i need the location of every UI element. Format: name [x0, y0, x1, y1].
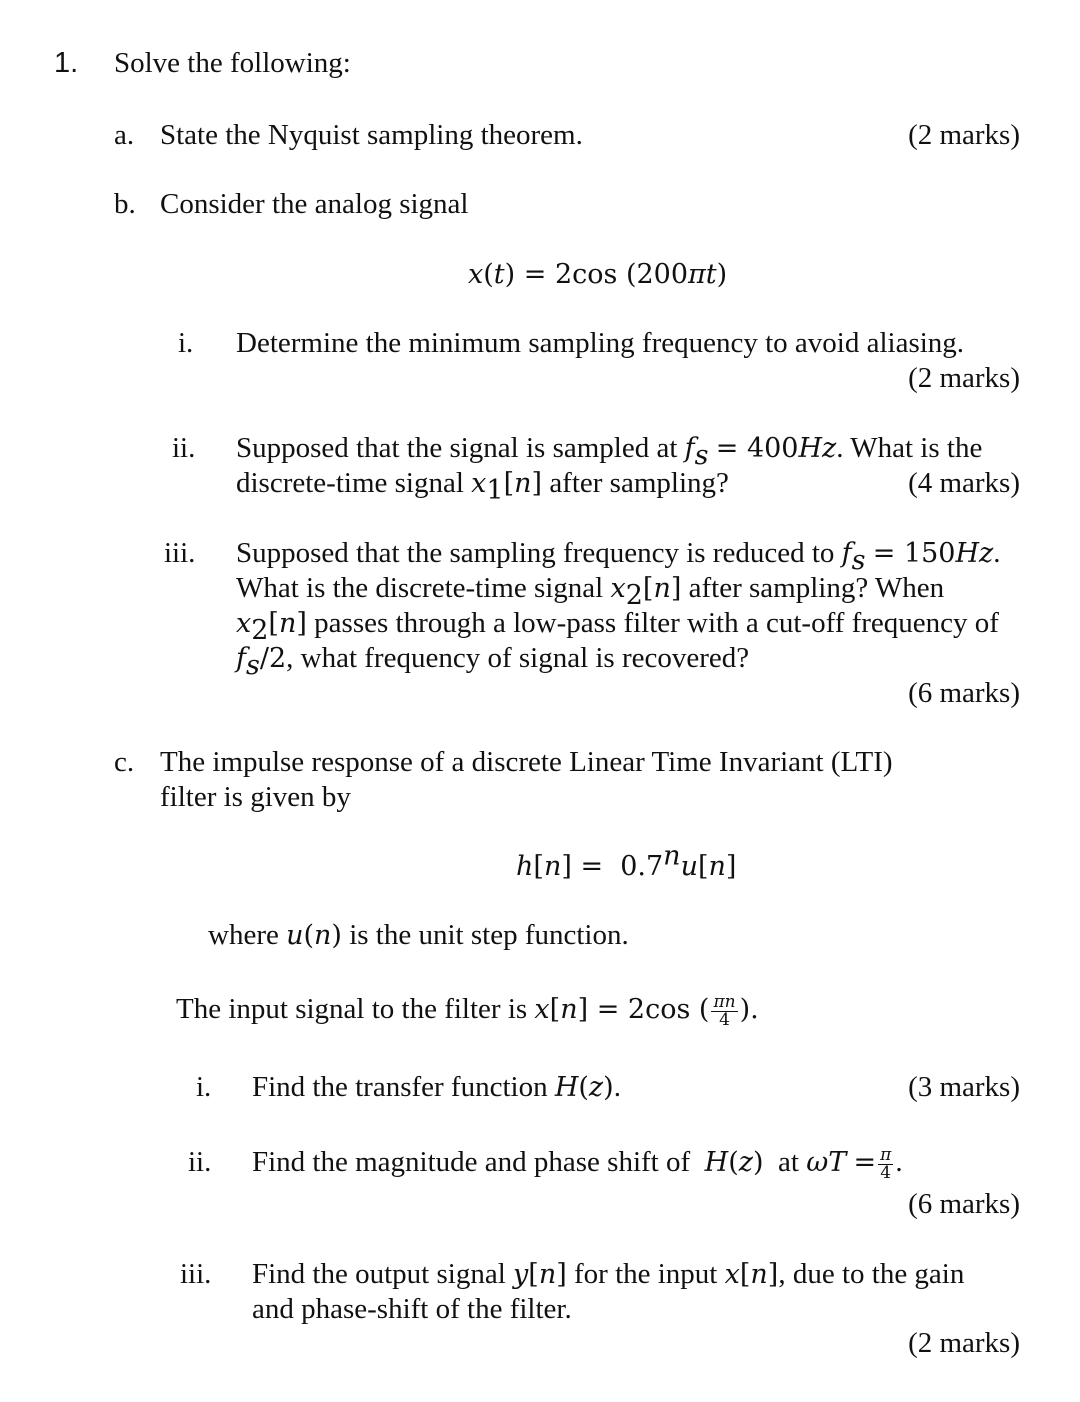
- part-c-i-text: Find the transfer function H(z).: [252, 1071, 621, 1103]
- part-c-label: c.: [114, 746, 135, 778]
- part-b-iii-line4: $f_s/2$, what frequency of signal is recovered?: [236, 642, 750, 681]
- part-a-label: a.: [114, 119, 135, 151]
- part-a-marks: (2 marks): [908, 119, 1020, 151]
- part-b-i-text: Determine the minimum sampling frequency to avoid aliasing.: [236, 327, 965, 359]
- part-b-i-marks: (2 marks): [908, 362, 1020, 394]
- part-c-iii-line2: and phase-shift of the filter.: [252, 1293, 572, 1325]
- part-a-text: State the Nyquist sampling theorem.: [160, 119, 583, 151]
- part-b-label: b.: [114, 188, 136, 220]
- part-c-iii-line1: Find the output signal y[n] for the input x[n], due to the gain: [252, 1258, 965, 1290]
- part-b-iii-marks: (6 marks): [908, 677, 1020, 709]
- question-title: Solve the following:: [114, 47, 351, 79]
- part-c-ii-label: ii.: [188, 1146, 212, 1178]
- question-number: 1.: [54, 47, 79, 79]
- part-b-iii-label: iii.: [164, 537, 196, 569]
- part-b-i-label: i.: [178, 327, 194, 359]
- part-b-ii-line1: Supposed that the signal is sampled at $f_s = 400Hz$. What is the: [236, 432, 983, 471]
- part-b-iii-line1: Supposed that the sampling frequency is reduced to $f_s = 150Hz$.: [236, 537, 1001, 576]
- part-b-iii-line3: $x_2[n]$ passes through a low-pass filter with a cut-off frequency of: [236, 607, 999, 646]
- part-b-equation: x(t) = 2cos (200πt): [468, 259, 728, 290]
- part-c-i-label: i.: [196, 1071, 212, 1103]
- part-c-ii-marks: (6 marks): [908, 1188, 1020, 1220]
- part-c-line1: The impulse response of a discrete Linear Time Invariant (LTI): [160, 746, 893, 778]
- part-c-line2: filter is given by: [160, 781, 351, 813]
- part-c-iii-label: iii.: [180, 1258, 212, 1290]
- part-b-ii-line2: discrete-time signal $x_1[n]$ after sampling?: [236, 467, 729, 506]
- part-b-intro: Consider the analog signal: [160, 188, 469, 220]
- part-b-iii-line2: What is the discrete-time signal $x_2[n]$ after sampling? When: [236, 572, 945, 611]
- part-c-iii-marks: (2 marks): [908, 1327, 1020, 1359]
- part-b-ii-marks: (4 marks): [908, 467, 1020, 499]
- part-c-ii-text: Find the magnitude and phase shift of H(z) at ωT = $\frac{\pi}{4}$ .: [252, 1144, 903, 1183]
- part-c-equation: h[n] = 0.7$^n$u[n]: [516, 840, 737, 882]
- part-c-i-marks: (3 marks): [908, 1071, 1020, 1103]
- part-c-input: The input signal to the filter is x[n] = 2cos ( $\frac{\pi n}{4}$ ).: [176, 991, 759, 1030]
- part-b-ii-label: ii.: [172, 432, 196, 464]
- part-c-where: where u(n) is the unit step function.: [208, 919, 629, 951]
